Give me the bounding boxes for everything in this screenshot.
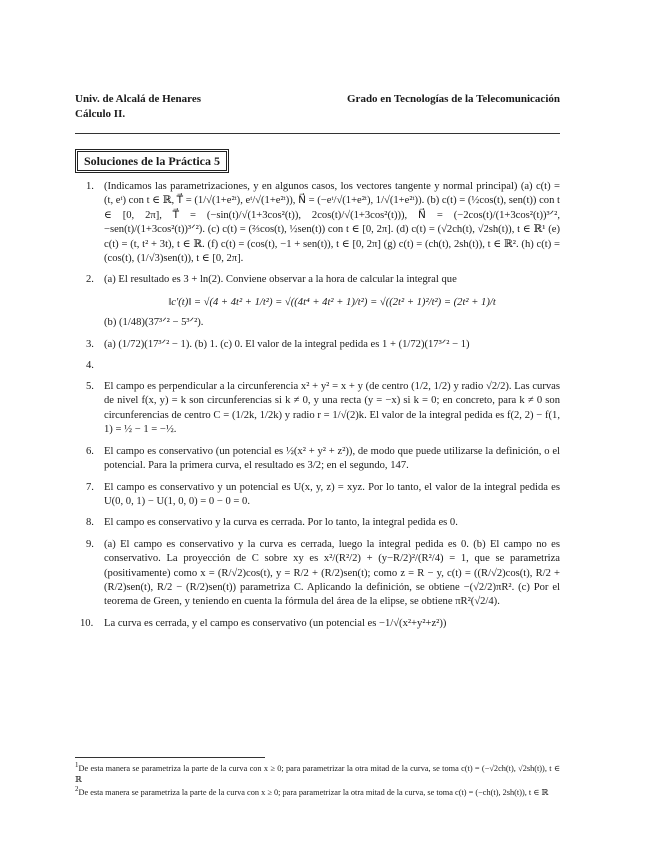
solution-item-2: [75, 273, 560, 330]
item-text: (a) El campo es conservativo y la curva es cerrada, luego la integral pedida es 0. (b) El campo no es conservativo. La proyección de C sobre xy es x²/(R²/2) + (y−R/2)²/(R²/4) = 1, que se parametriza (positivamente) como x = (R/√2)cos(t), y = R/2 + (R/2)sen(t); como z = R − y, c(t) = ((R/√2)cos(t), R/2 + (R/2)sen(t), R/2 − (R/2)sen(t)) parametriza C. Aplicando la definición, se obtiene −(√2/2)πR². (c) Por el teorema de Green, y teniendo en cuenta la fórmula del área de la elipse, se obtiene πR²(√2/4).: [104, 538, 560, 608]
solution-item-3: [75, 338, 560, 352]
display-formula: ‖c′(t)‖ = √(4 + 4t² + 1/t²) = √((4t⁴ + 4t² + 1)/t²) = √((2t² + 1)²/t²) = (2t² + 1)/t: [168, 296, 496, 308]
footnote-mark: 1: [75, 762, 79, 769]
footnote-text: De esta manera se parametriza la parte de la curva con x ≥ 0; para parametrizar la otra mitad de la curva, se toma c(t) = (−ch(t), 2sh(t)), t ∈ ℝ: [78, 787, 549, 797]
item-text: (a) El resultado es 3 + ln(2). Conviene observar a la hora de calcular la integral que: [104, 274, 457, 286]
item-number: 3.: [86, 338, 94, 350]
solution-item-8: [75, 516, 560, 530]
footnote-1: [75, 761, 560, 786]
item-number: 2.: [86, 274, 94, 286]
item-number: 5.: [86, 381, 94, 393]
item-text: El campo es conservativo (un potencial es ½(x² + y² + z²)), de modo que puede utilizarse la definición, o el potencial. Para la primera curva, el resultado es 3/2; en el segundo, 147.: [104, 445, 560, 472]
title-box: [75, 149, 229, 173]
solution-item-5: [75, 380, 560, 438]
item-text-continued: (b) (1/48)(37³ᐟ² − 5³ᐟ²).: [104, 317, 204, 329]
footnote-2: [75, 785, 560, 798]
page-header: [75, 92, 560, 121]
solution-item-9: [75, 538, 560, 610]
item-number: 9.: [86, 538, 94, 550]
solution-item-7: [75, 481, 560, 510]
solutions-list: [75, 180, 560, 638]
item-number: 6.: [86, 445, 94, 457]
solution-item-6: [75, 445, 560, 474]
header-rule: [75, 133, 560, 134]
university-name: Univ. de Alcalá de Henares: [75, 93, 201, 105]
item-text: (Indicamos las parametrizaciones, y en algunos casos, los vectores tangente y normal principal) (a) c(t) = (t, eᵗ) con t ∈ ℝ, T⃗ = (1/√(1+e²ᵗ), eᵗ/√(1+e²ᵗ)), N⃗ = (−eᵗ/√(1+e²ᵗ), 1/√(1+e²ᵗ)). (b) c(t) = (½cos(t), sen(t)) con t ∈ [0, 2π], T⃗ = (−sin(t)/√(1+3cos²(t)), 2cos(t)/√(1+3cos²(t))), N⃗ = (−2cos(t)/(1+3cos²(t))³ᐟ², −sen(t)/(1+3cos²(t))³ᐟ²). (c) c(t) = (⅔cos(t), ½sen(t)) con t ∈ [0, 2π]. (d) c(t) = (√2ch(t), √2sh(t)), t ∈ ℝ¹ (e) c(t) = (t, t² + 3t), t ∈ ℝ. (f) c(t) = (cos(t), −1 + sen(t)), t ∈ [0, 2π] (g) c(t) = (ch(t), 2sh(t)), t ∈ ℝ². (h) c(t) = (cos(t), (1/√3)sen(t)), t ∈ [0, 2π].: [104, 181, 560, 265]
course-name: Cálculo II.: [75, 107, 126, 120]
item-text: La curva es cerrada, y el campo es conservativo (un potencial es −1/√(x²+y²+z²)): [104, 617, 447, 629]
item-text: El campo es conservativo y un potencial es U(x, y, z) = xyz. Por lo tanto, el valor de la integral pedida es U(0, 0, 1) − U(1, 0, 0) = 0 − 0 = 0.: [104, 481, 560, 507]
document-title: Soluciones de la Práctica 5: [77, 151, 227, 171]
solution-item-10: [75, 617, 560, 631]
item-number: 8.: [86, 517, 94, 529]
item-text: El campo es conservativo y la curva es cerrada. Por lo tanto, la integral pedida es 0.: [104, 517, 458, 529]
solution-item-1: [75, 180, 560, 266]
item-number: 7.: [86, 481, 94, 493]
item-number: 10.: [80, 617, 94, 629]
item-text: El campo es perpendicular a la circunferencia x² + y² = x + y (de centro (1/2, 1/2) y radio √2/2). Las curvas de nivel f(x, y) = k son circunferencias si k ≠ 0, y una recta (y = −x) si k = 0; en concreto, para k ≠ 0 son circunferencias de centro C = (1/2k, 1/2k) y radio r = 1/√(2)k. El valor de la integral pedida es f(2, 2) − f(1, 1) = ½ − 1 = −½.: [104, 381, 560, 436]
solution-item-4: [75, 359, 560, 373]
degree-name: Grado en Tecnologías de la Telecomunicación: [347, 93, 560, 105]
footnote-rule: [75, 757, 265, 758]
footnote-text: De esta manera se parametriza la parte de la curva con x ≥ 0; para parametrizar la otra mitad de la curva, se toma c(t) = (−√2ch(t), √2sh(t)), t ∈ ℝ: [75, 763, 560, 785]
item-text: (a) (1/72)(17³ᐟ² − 1). (b) 1. (c) 0. El valor de la integral pedida es 1 + (1/72)(17³ᐟ² − 1): [104, 338, 470, 350]
item-number: 4.: [86, 360, 94, 372]
item-number: 1.: [86, 181, 94, 192]
footnote-mark: 2: [75, 786, 79, 793]
